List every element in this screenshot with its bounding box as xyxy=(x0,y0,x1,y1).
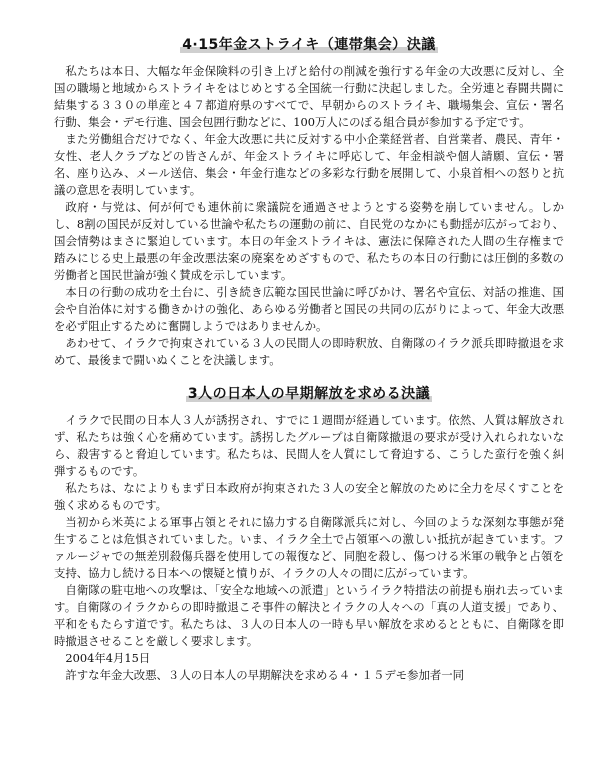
resolution-date: 2004年4月15日 xyxy=(65,651,151,665)
signatory-line: 許すな年金大改悪、３人の日本人の早期解決を求める４・１５デモ参加者一同 xyxy=(65,668,465,682)
resolution2-paragraph: イラクで民間の日本人３人が誘拐され、すでに１週間が経過しています。依然、人質は解放されず、私たちは強く心を痛めています。誘拐したグループは自衛隊撤退の要求が受け入れられないなら、殺害すると脅迫しています。私たちは、民間人を人質にして脅迫する、こうした蛮行を強く糾弾するものです。 xyxy=(54,413,564,478)
section-spacer xyxy=(54,369,564,385)
resolution2-paragraph: 自衛隊の駐屯地への攻撃は、「安全な地域への派遣」というイラク特措法の前提も崩れ去っています。自衛隊のイラクからの即時撤退こそ事件の解決とイラクの人々への「真の人道支援」であり、平和をもたらす道です。私たちは、３人の日本人の一時も早い解放を求めるとともに、自衛隊を即時撤退させることを厳しく要求します。 xyxy=(54,583,564,648)
resolution1-paragraph: 本日の行動の成功を土台に、引き続き広範な国民世論に呼びかけ、署名や宣伝、対話の推進、国会や自治体に対する働きかけの強化、あらゆる労働者と国民の共同の広がりによって、年金大改悪を必ず阻止するために奮闘しようではありませんか。 xyxy=(54,285,564,333)
resolution-title-hostages xyxy=(54,385,564,403)
resolution1-paragraph: 政府・与党は、何が何でも連休前に衆議院を通過させようとする姿勢を崩していません。しかし、8割の国民が反対している世論や私たちの運動の前に、自民党のなかにも動揺が広がっており、国会情勢はまさに緊迫しています。本日の年金ストライキは、憲法に保障された人間の生存権まで踏みにじる史上最悪の年金改悪法案の廃案をめざすもので、私たちの本日の行動には圧倒的多数の労働者と国民世論が強く賛成を示しています。 xyxy=(54,200,564,282)
resolution2-paragraph: 私たちは、なによりもまず日本政府が拘束された３人の安全と解放のために全力を尽くすことを強く求めるものです。 xyxy=(54,481,564,512)
title-text: 3人の日本人の早期解放を求める決議 xyxy=(187,386,431,402)
resolution-title-pension-strike xyxy=(54,36,564,54)
title-text: 4·15年金ストライキ（連帯集会）決議 xyxy=(182,37,436,53)
resolution1-paragraph: また労働組合だけでなく、年金大改悪に共に反対する中小企業経営者、自営業者、農民、青年・女性、老人クラブなどの皆さんが、年金ストライキに呼応して、年金相談や個人請願、宣伝・署名、座り込み、メール送信、集会・年金行進などの多彩な行動を展開して、小泉首相への怒りと抗議の意思を表明しています。 xyxy=(54,132,564,197)
resolution2-paragraph: 当初から米英による軍事占領とそれに協力する自衛隊派兵に対し、今回のような深刻な事態が発生することは危惧されていました。いま、イラク全土で占領軍への激しい抵抗が起きています。ファルージャでの無差別殺傷兵器を使用しての報復など、同胞を殺し、傷つける米軍の戦争と占領を支持、協力し続ける日本への懐疑と憤りが、イラクの人々の間に広がっています。 xyxy=(54,515,564,580)
resolution1-paragraph: 私たちは本日、大幅な年金保険料の引き上げと給付の削減を強行する年金の大改悪に反対し、全国の職場と地域からストライキをはじめとする全国統一行動に決起しました。全労連と春闘共闘に結集する３３０の単産と４７都道府県のすべてで、早朝からのストライキ、職場集会、宣伝・署名行動、集会・デモ行進、国会包囲行動などに、100万人にのぼる組合員が参加する予定です。 xyxy=(54,64,564,129)
resolution1-paragraph: あわせて、イラクで拘束されている３人の民間人の即時釈放、自衛隊のイラク派兵即時撤退を求めて、最後まで闘いぬくことを決議します。 xyxy=(54,336,564,367)
